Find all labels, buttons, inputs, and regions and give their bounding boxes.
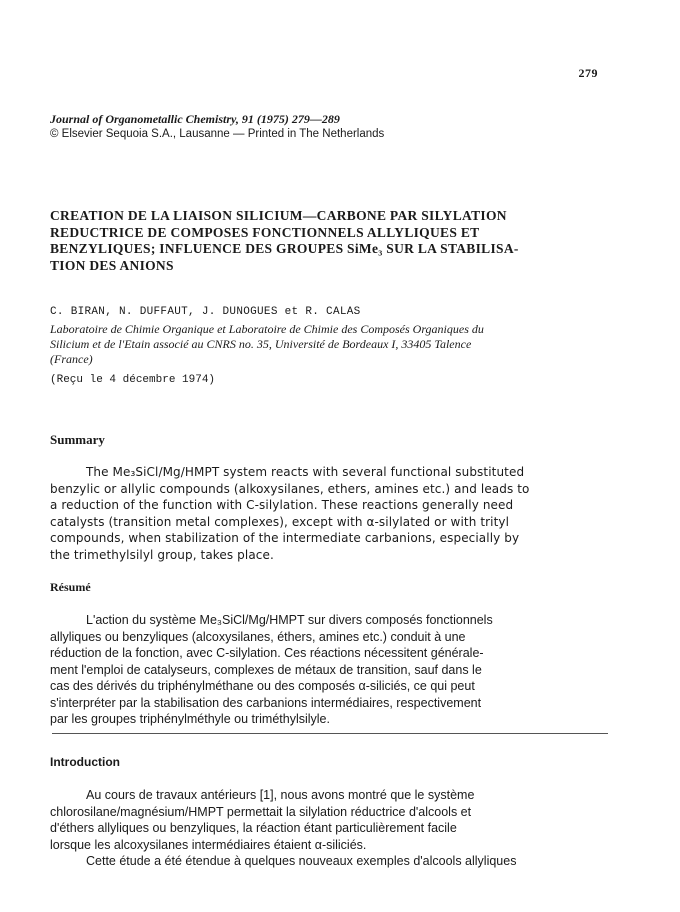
- resume-line: réduction de la fonction, avec C-silylation. Ces réactions nécessitent générale-: [50, 646, 484, 660]
- introduction-line: Cette étude a été étendue à quelques nouveaux exemples d'alcools allyliques: [86, 854, 517, 868]
- summary-line: compounds, when stabilization of the intermediate carbanions, especially by: [50, 531, 520, 545]
- introduction-line: d'éthers allyliques ou benzyliques, la réaction étant particulièrement facile: [50, 821, 457, 835]
- section-divider: [52, 733, 608, 734]
- summary-line: a reduction of the function with C-silylation. These reactions generally need: [50, 498, 514, 512]
- affiliation-line: (France): [50, 352, 93, 366]
- copyright-line: © Elsevier Sequoia S.A., Lausanne — Printed in The Netherlands: [50, 128, 385, 140]
- title-line: REDUCTRICE DE COMPOSES FONCTIONNELS ALLYLIQUES ET: [50, 224, 480, 240]
- introduction-line: chlorosilane/magnésium/HMPT permettait la silylation réductrice d'alcools et: [50, 804, 472, 819]
- affiliation-line: Laboratoire de Chimie Organique et Laboratoire de Chimie des Composés Organiques du: [50, 322, 484, 336]
- resume-line: allyliques ou benzyliques (alcoxysilanes, éthers, amines etc.) conduit à une: [50, 629, 466, 644]
- resume-heading: Résumé: [50, 580, 91, 594]
- introduction-line: lorsque les alcoxysilanes intermédiaires étaient α-siliciés.: [50, 837, 367, 852]
- summary-line: benzylic or allylic compounds (alkoxysilanes, ethers, amines etc.) and leads to: [50, 481, 530, 496]
- resume-line: ment l'emploi de catalyseurs, complexes de métaux de transition, sauf dans le: [50, 662, 482, 677]
- summary-heading: Summary: [50, 432, 105, 447]
- resume-line: par les groupes triphénylméthyle ou triméthylsilyle.: [50, 712, 330, 726]
- summary-line: the trimethylsilyl group, takes place.: [50, 547, 274, 562]
- affiliation: [50, 322, 630, 367]
- introduction-line: Au cours de travaux antérieurs [1], nous avons montré que le système: [86, 788, 475, 802]
- article-title: [50, 208, 610, 274]
- resume-line: cas des dérivés du triphénylméthane ou des composés α-siliciés, ce qui peut: [50, 679, 475, 693]
- summary-line: catalysts (transition metal complexes), except with α-silylated or with trityl: [50, 514, 510, 529]
- title-line: TION DES ANIONS: [50, 257, 174, 273]
- authors: C. BIRAN, N. DUFFAUT, J. DUNOGUES et R. CALAS: [50, 306, 361, 318]
- received-date: (Reçu le 4 décembre 1974): [50, 374, 216, 386]
- summary-line: The Me₃SiCl/Mg/HMPT system reacts with several functional substituted: [86, 465, 525, 479]
- journal-reference: Journal of Organometallic Chemistry, 91 (1975) 279—289: [50, 112, 340, 126]
- resume-line: s'interpréter par la stabilisation des carbanions intermédiaires, respectivement: [50, 695, 482, 710]
- journal-citation: [50, 112, 610, 142]
- introduction-paragraph: [50, 787, 620, 870]
- affiliation-line: Silicium et de l'Etain associé au CNRS no. 35, Université de Bordeaux I, 33405 Talence: [50, 337, 472, 351]
- title-line: CREATION DE LA LIAISON SILICIUM—CARBONE PAR SILYLATION: [50, 208, 507, 223]
- resume-paragraph: [50, 612, 620, 728]
- summary-paragraph: [50, 464, 620, 563]
- page-number: 279: [578, 66, 598, 80]
- title-line: BENZYLIQUES; INFLUENCE DES GROUPES SiMe₃ SUR LA STABILISA-: [50, 241, 519, 256]
- introduction-heading: Introduction: [50, 755, 120, 769]
- resume-line: L'action du système Me₃SiCl/Mg/HMPT sur divers composés fonctionnels: [86, 613, 493, 627]
